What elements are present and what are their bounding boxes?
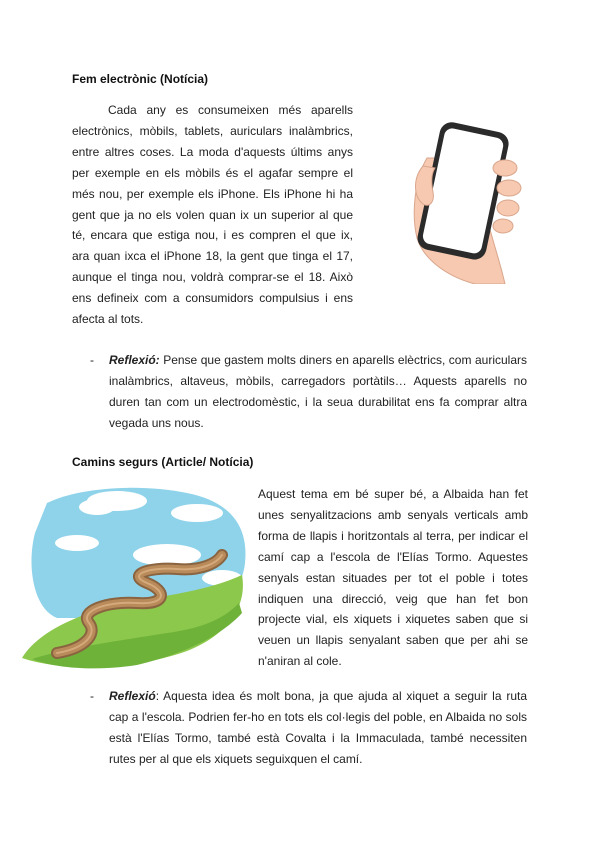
winding-path-illustration: [17, 483, 252, 673]
section2-body: Aquest tema em bé super bé, a Albaida han fet unes senyalitzacions amb senyals verticals amb forma de llapis i horitzontals al terra, per indicar el camí cap a l'escola de l'Elías Tormo. Aquestes senyals estan situades per tot el poble i totes indiquen una direcció, veig que han fet bon projecte vial, els xiquets i xiquetes saben que si veuen un llapis senyalant saben que per ahi se n'aniran al cole.: [258, 487, 528, 669]
section2-bullet: -: [90, 689, 94, 703]
section1-reflection-text: Pense que gastem molts diners en aparells elèctrics, com auriculars inalàmbrics, altaveus, mòbils, carregadors portàtils… Aquests aparells no duren tan com un electrodomèstic, i la seua durabilitat ens fa comprar altra vegada uns nous.: [109, 353, 527, 430]
section1-heading: Fem electrònic (Notícia): [72, 72, 209, 86]
phone-hand-illustration: [405, 118, 523, 284]
section1-body: Cada any es consumeixen més aparells electrònics, mòbils, tablets, auriculars inalàmbrics, entre altres coses. La moda d'aquests últims anys per exemple en els mòbils és el agafar sempre el més nou, per exemple els iPhone. Els iPhone hi ha gent que ja no els volen quan ix un superior al que té, encara que estiga nou, i es compren el que ix, ara quan ixca el iPhone 18, la gent que tinga el 17, aunque el tinga nou, voldrà comprar-se el 18. Això ens defineix com a consumidors compulsius i ens afecta al tots.: [72, 103, 353, 327]
section2-heading: Camins segurs (Article/ Notícia): [72, 455, 254, 469]
section2-reflection-label: Reflexió: [109, 689, 156, 703]
section2-reflection: [109, 686, 527, 770]
section1-reflection: [109, 350, 527, 434]
section1-reflection-label: Reflexió:: [109, 353, 160, 367]
section2-reflection-text: : Aquesta idea és molt bona, ja que ajuda al xiquet a seguir la ruta cap a l'escola. Podrien fer-ho en tots els col·legis del poble, en Albaida no sols està l'Elías Tormo, també està Covalta i la Immaculada, també necessiten rutes per al que els xiquets seguixquen el camí.: [109, 689, 527, 766]
section1-bullet: -: [90, 353, 94, 367]
